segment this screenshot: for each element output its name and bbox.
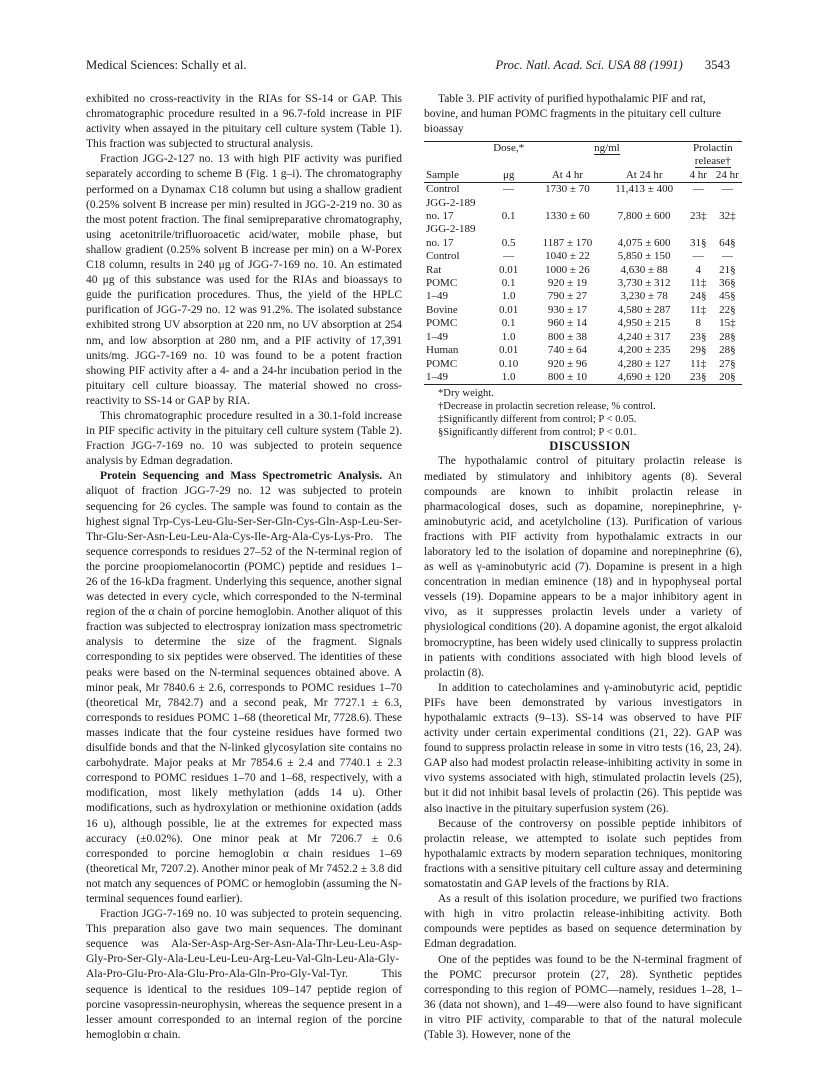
cell-dose: 0.5 xyxy=(501,236,516,249)
col-header-4hr: 4 hr xyxy=(689,168,707,181)
table-row xyxy=(424,304,742,317)
cell-dose: — xyxy=(503,183,515,196)
cell-dose: 0.01 xyxy=(499,303,519,316)
cell-release-24hr: 36§ xyxy=(719,277,736,290)
cell-at24: 3,730 ± 312 xyxy=(617,277,671,290)
cell-dose xyxy=(487,197,530,210)
cell-at24: 4,240 ± 317 xyxy=(617,330,671,343)
cell-release-24hr: 28§ xyxy=(719,330,736,343)
cell-sample: POMC xyxy=(426,277,458,290)
cell-release-24hr xyxy=(713,223,742,236)
running-head-right xyxy=(496,58,730,73)
cell-at24: 11,413 ± 400 xyxy=(615,183,674,196)
cell-at24: 4,690 ± 120 xyxy=(617,370,671,383)
cell-sample: JGG-2-189 xyxy=(426,223,476,236)
cell-release-24hr: 32‡ xyxy=(719,210,736,223)
table-row xyxy=(424,237,742,250)
cell-at24: 4,200 ± 235 xyxy=(617,344,671,357)
table-row xyxy=(424,210,742,223)
table-row xyxy=(424,358,742,371)
cell-sample: 1–49 xyxy=(426,290,448,303)
cell-release-4hr: 11‡ xyxy=(690,357,707,370)
cell-release-4hr: 4 xyxy=(695,263,701,276)
cell-at4 xyxy=(530,223,605,236)
cell-release-24hr: 28§ xyxy=(719,344,736,357)
cell-release-24hr: 21§ xyxy=(719,263,736,276)
col-header-at24: At 24 hr xyxy=(625,168,663,181)
cell-release-24hr: 27§ xyxy=(719,357,736,370)
cell-at4: 1330 ± 60 xyxy=(545,210,590,223)
cell-release-4hr: 23§ xyxy=(689,330,707,343)
paragraph: exhibited no cross-reactivity in the RIAs for SS-14 or GAP. This chromatographic procedure resulted in a 96.7-fold increase in PIF activity when assayed in the pituitary cell culture system (Table 1). This fraction was subjected to structural analysis. xyxy=(86,93,402,151)
cell-at4: 960 ± 14 xyxy=(547,317,587,330)
paragraph: One of the peptides was found to be the N-terminal fragment of the POMC precursor protein (27, 28). Synthetic peptides corresponding to this region of POMC—namely, residues 1–28, 1–36 (data not shown), and 1–49—were also found to have significant in vitro PIF activity, comparable to that of the natural molecule (Table 3). However, none of the xyxy=(424,953,742,1041)
cell-release-4hr: 23‡ xyxy=(689,210,707,223)
table-row xyxy=(424,197,742,210)
page-number: 3543 xyxy=(704,58,730,72)
cell-at24: 4,075 ± 600 xyxy=(617,236,671,249)
cell-release-4hr: 11‡ xyxy=(690,303,707,316)
cell-dose: 0.01 xyxy=(499,263,519,276)
cell-sample: Rat xyxy=(426,263,442,276)
section-lead: Protein Sequencing and Mass Spectrometric Analysis. xyxy=(100,470,383,483)
table-row xyxy=(424,264,742,277)
cell-release-24hr: 20§ xyxy=(719,370,736,383)
cell-at4: 800 ± 38 xyxy=(547,330,587,343)
table-row xyxy=(424,277,742,290)
table-footnote: †Decrease in prolactin secretion release, % control. xyxy=(438,401,656,413)
paragraph: Because of the controversy on possible peptide inhibitors of prolactin release, we attempted to isolate such peptides from hypothalamic extracts by modern separation techniques, monitoring fractions with a sensitive pituitary cell culture assay and determining somatostatin and GAP levels of the fractions by RIA. xyxy=(424,817,742,891)
cell-at4: 790 ± 27 xyxy=(547,290,587,303)
table-row xyxy=(424,183,742,197)
paragraph xyxy=(86,469,402,907)
cell-release-24hr xyxy=(713,197,742,210)
cell-dose: 0.1 xyxy=(501,317,516,330)
cell-release-4hr: 24§ xyxy=(689,290,707,303)
col-header-24hr: 24 hr xyxy=(715,168,739,181)
table-row xyxy=(424,223,742,236)
cell-release-4hr: 23§ xyxy=(689,370,707,383)
cell-at24 xyxy=(605,197,684,210)
cell-sample: Control xyxy=(426,250,460,263)
cell-dose: 0.1 xyxy=(501,210,516,223)
left-column xyxy=(86,92,402,1043)
cell-release-24hr: 45§ xyxy=(719,290,736,303)
table-row xyxy=(424,250,742,263)
cell-at24: 3,230 ± 78 xyxy=(620,290,668,303)
cell-release-24hr: 64§ xyxy=(719,236,736,249)
cell-dose: 0.01 xyxy=(499,344,519,357)
col-header-sample: Sample xyxy=(426,168,459,181)
cell-at24: 5,850 ± 150 xyxy=(617,250,671,263)
cell-dose xyxy=(487,223,530,236)
table-body xyxy=(424,183,742,385)
cell-release-4hr: 29§ xyxy=(689,344,707,357)
cell-release-4hr: — xyxy=(692,250,704,263)
cell-sample: Bovine xyxy=(426,303,458,316)
cell-at24: 4,280 ± 127 xyxy=(617,357,671,370)
table-footnote: ‡Significantly different from control; P < 0.05. xyxy=(438,414,637,426)
table-footnote: §Significantly different from control; P < 0.01. xyxy=(438,427,637,439)
table-row xyxy=(424,344,742,357)
cell-at4: 1187 ± 170 xyxy=(542,236,593,249)
cell-release-4hr: — xyxy=(692,183,704,196)
cell-at4: 1000 ± 26 xyxy=(545,263,590,276)
paragraph: This chromatographic procedure resulted in a 30.1-fold increase in PIF specific activity in the pituitary cell culture system (Table 2). Fraction JGG-7-169 no. 10 was subjected to protein sequence analysis by Edman degradation. xyxy=(86,409,402,468)
cell-release-4hr: 8 xyxy=(695,317,701,330)
cell-dose: — xyxy=(503,250,515,263)
table-row xyxy=(424,331,742,344)
cell-dose: 0.10 xyxy=(499,357,519,370)
table-3 xyxy=(424,141,742,385)
col-header-at4: At 4 hr xyxy=(551,168,584,181)
table-row xyxy=(424,371,742,385)
cell-dose: 1.0 xyxy=(501,290,516,303)
journal-citation: Proc. Natl. Acad. Sci. USA 88 (1991) xyxy=(495,58,683,72)
cell-sample: Human xyxy=(426,344,459,357)
col-header-dose-unit: μg xyxy=(502,168,515,181)
cell-release-24hr: 22§ xyxy=(719,303,736,316)
cell-at24 xyxy=(605,223,684,236)
cell-at24: 4,950 ± 215 xyxy=(617,317,671,330)
cell-sample: 1–49 xyxy=(426,330,448,343)
cell-release-4hr xyxy=(684,197,713,210)
cell-at4: 740 ± 64 xyxy=(547,344,587,357)
col-header-ngml: ng/ml xyxy=(594,142,620,154)
right-column xyxy=(424,92,742,1043)
cell-at4 xyxy=(530,197,605,210)
discussion-heading: DISCUSSION xyxy=(549,439,631,454)
paragraph: The hypothalamic control of pituitary prolactin release is mediated by stimulatory and inhibitory agents (8). Several compounds are known to inhibit prolactin release in pharmacological doses, such as dopamine, norepinephrine, γ-aminobutyric acid, and acetylcholine (13). Purification of various fractions with PIF activity from hypothalamic extracts in our laboratory led to the isolation of dopamine and norepinephrine (6), as well as γ-aminobutyric acid (7). Dopamine is present in a high concentration in median eminence (18) and in hypophyseal portal vessels (19). Dopamine appears to be a major inhibitory agent in vivo, as it suppresses prolactin levels under a variety of physiological conditions (20). A dopamine agonist, the ergot alkaloid bromocryptine, has been widely used clinically to suppress prolactin in patients with conditions associated with high blood levels of prolactin (8). xyxy=(424,455,742,679)
cell-release-24hr: — xyxy=(721,183,733,196)
cell-sample: POMC xyxy=(426,357,458,370)
paragraph: Fraction JGG-2-127 no. 13 with high PIF activity was purified separately according to scheme B (Fig. 1 g–i). The chromatography performed on a Dynamax C18 column but using a shallow gradient (0.25% solvent B increase per min) resulted in JGG-2-219 no. 30 as the most potent fraction. The final semipreparative chromatography, using acetonitrile/trifluoroacetic acid/water, mobile phase, but shallow gradient (0.25% solvent B increase per min) on a W-Porex C18 column, results in 240 μg of JGG-7-169 no. 10. An estimated 40 μg of this substance was used for the RIAs and bioassays to guide the purification procedures. Thus, the yield of the HPLC purification of JGG-7-29 no. 12 was 91.2%. The isolated substance exhibited strong UV absorption at 220 nm, no UV absorption at 254 nm, and low absorption at 280 nm, and a PIF activity of 17,391 units/mg. JGG-7-169 no. 10 was found to be a potent fraction showing PIF activity after a 4- and a 24-hr incubation period in the pituitary cell culture bioassay. The material showed no cross-reactivity to SS-14 or GAP by RIA. xyxy=(86,153,402,407)
table-row xyxy=(424,317,742,330)
cell-sample: no. 17 xyxy=(426,210,454,223)
cell-release-4hr: 31§ xyxy=(689,236,707,249)
cell-at24: 7,800 ± 600 xyxy=(617,210,671,223)
running-head-left: Medical Sciences: Schally et al. xyxy=(86,58,247,72)
paragraph: Fraction JGG-7-169 no. 10 was subjected to protein sequencing. This preparation also gave two main sequences. The dominant sequence was Ala-Ser-Asp-Arg-Ser-Asn-Ala-Thr-Leu-Leu-Asp-Gly-Pro-Ser-Gly-Ala-Leu-Leu-Leu-Arg-Leu-Val-Gln-Leu-Ala-Gly-Ala-Pro-Glu-Pro-Ala-Glu-Pro-Ala-Gln-Pro-Gly-Val-Tyr. This sequence is identical to the residues 109–147 peptide region of porcine vasopressin-neurophysin, whereas the sequence present in a lesser amount corresponded to an internal region of the porcine hemoglobin α chain. xyxy=(86,908,402,1041)
paragraph-body: An aliquot of fraction JGG-7-29 no. 12 was subjected to protein sequencing for 26 cycles. The sample was found to contain as the highest signal Trp-Cys-Leu-Glu-Ser-Ser-Gln-Cys-Gln-Asp-Leu-Ser-Thr-Glu-Ser-Asn-Leu-Leu-Ala-Cys-Ile-Arg-Ala-Cys-Lys-Pro. The sequence corresponds to residues 27–52 of the N-terminal region of the porcine proopiomelanocortin (POMC) peptide and residues 1–26 of the 16-kDa fragment. Underlying this sequence, another signal was detected in every cycle, which corresponded to the N-terminal region of the α chain of porcine hemoglobin. Another aliquot of this fraction was subjected to electrospray ionization mass spectrometric analysis to determine the size of the fragment. Signals corresponding to six peptides were observed. The identities of these peaks were based on the N-terminal sequences obtained above. A minor peak, Mr 7840.6 ± 2.6, corresponds to POMC residues 1–70 (theoretical Mr, 7842.7) and a second peak, Mr 7727.1 ± 6.3, corresponds to residues POMC 1–68 (theoretical Mr, 7728.6). These masses indicate that the four cysteine residues have formed two disulfide bonds and that the N-linked glycosylation site contains no carbohydrate. Major peaks at Mr 7854.6 ± 2.4 and 7740.1 ± 2.3 correspond to POMC residues 1–70 and 1–68, respectively, with a modification, most likely methylation (adds 14 u). Other modifications, such as hydroxylation or methionine oxidation (adds 16 u), although possible, lie at the extremes for expected mass accuracy (±0.02%). One minor peak at Mr 7206.7 ± 0.6 corresponded to porcine hemoglobin α chain residues 1–69 (theoretical Mr, 7207.2). Another minor peak of Mr 7452.2 ± 3.8 did not match any sequences of POMC or hemoglobin (assuming the N-terminal sequences found earlier). xyxy=(86,470,402,905)
cell-dose: 0.1 xyxy=(501,277,516,290)
table-footnote: *Dry weight. xyxy=(438,388,494,400)
col-header-dose: Dose,* xyxy=(493,142,525,154)
cell-sample: POMC xyxy=(426,317,458,330)
cell-release-4hr xyxy=(684,223,713,236)
cell-at4: 1040 ± 22 xyxy=(545,250,590,263)
cell-release-4hr: 11‡ xyxy=(690,277,707,290)
cell-at4: 920 ± 19 xyxy=(547,277,587,290)
table-caption: Table 3. PIF activity of purified hypothalamic PIF and rat, bovine, and human POMC fragments in the pituitary cell culture bioassay xyxy=(424,93,722,135)
cell-sample: JGG-2-189 xyxy=(426,196,476,209)
cell-dose: 1.0 xyxy=(501,330,516,343)
cell-at4: 800 ± 10 xyxy=(547,370,587,383)
cell-dose: 1.0 xyxy=(501,370,516,383)
table-footnotes xyxy=(424,387,742,439)
cell-at24: 4,580 ± 287 xyxy=(617,303,671,316)
cell-at4: 920 ± 96 xyxy=(547,357,587,370)
cell-at4: 1730 ± 70 xyxy=(545,183,590,196)
cell-release-24hr: 15‡ xyxy=(719,317,736,330)
cell-sample: no. 17 xyxy=(426,236,454,249)
paragraph: In addition to catecholamines and γ-aminobutyric acid, peptidic PIFs have been demonstrated by various investigators in hypothalamic extracts (9–13). SS-14 was observed to have PIF activity under certain experimental conditions (21, 22). GAP was found to suppress prolactin release in some in vitro tests (16, 23, 24). GAP also had modest prolactin release-inhibiting activity in some in vivo systems associated with high, stimulated prolactin levels (25), but it did not inhibit basal levels of prolactin (26). This peptide was also inactive in the pituitary superfusion system (26). xyxy=(424,681,742,815)
cell-at24: 4,630 ± 88 xyxy=(620,263,668,276)
cell-sample: Control xyxy=(426,183,460,196)
cell-at4: 930 ± 17 xyxy=(547,303,587,316)
cell-sample: 1–49 xyxy=(426,370,448,383)
table-row xyxy=(424,290,742,303)
running-header xyxy=(86,58,730,76)
cell-release-24hr: — xyxy=(721,250,733,263)
paragraph: As a result of this isolation procedure, we purified two fractions with high in vitro prolactin release-inhibiting activity. Both compounds were peptides as based on sequence determination by Edman degradation. xyxy=(424,893,742,951)
col-header-prolactin: Prolactin release† xyxy=(692,142,733,168)
